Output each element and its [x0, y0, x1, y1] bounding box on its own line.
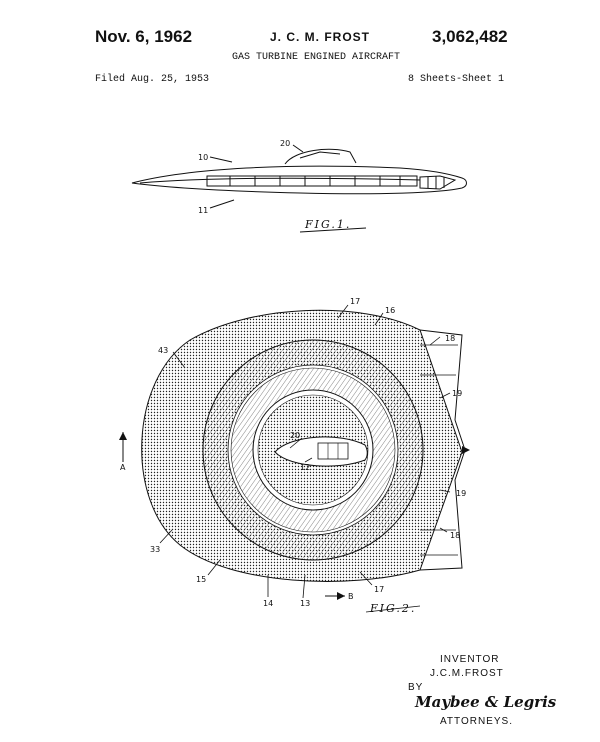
fig1-side-view: [132, 145, 467, 232]
sheet-count: 8 Sheets-Sheet 1: [408, 74, 505, 85]
fig2-label-19-top: 19: [452, 389, 463, 398]
fig2-label-12: 12: [300, 463, 311, 472]
by-label: BY: [408, 682, 424, 693]
fig1-label-20: 20: [280, 139, 291, 148]
fig1-label-11: 11: [198, 206, 209, 215]
attorneys-label: ATTORNEYS.: [440, 716, 513, 727]
fig2-label-18-bottom: 18: [450, 531, 461, 540]
fig2-label-20: 20: [290, 431, 301, 440]
fig2-label-13: 13: [300, 599, 311, 608]
attorney-signature: Maybee & Legris: [415, 693, 557, 711]
filed-date: Filed Aug. 25, 1953: [95, 74, 210, 85]
fig2-label-17-bottom: 17: [374, 585, 385, 594]
fig2-label-33: 33: [150, 545, 161, 554]
fig2-label-19-bottom: 19: [456, 489, 467, 498]
inventor-name: J.C.M.FROST: [430, 668, 504, 679]
fig2-label-14: 14: [263, 599, 274, 608]
fig2-plan-view: [119, 305, 470, 612]
patent-title: GAS TURBINE ENGINED AIRCRAFT: [232, 52, 401, 63]
patent-number: 3,062,482: [432, 27, 508, 46]
fig1-caption: FIG.1.: [305, 218, 352, 231]
inventor-header: J. C. M. FROST: [270, 30, 371, 44]
fig1-label-10: 10: [198, 153, 209, 162]
fig2-label-17-top: 17: [350, 297, 361, 306]
inventor-label: INVENTOR: [440, 654, 500, 665]
fig2-caption: FIG.2.: [370, 602, 417, 615]
fig2-label-18-top: 18: [445, 334, 456, 343]
fig2-label-B: B: [348, 592, 354, 601]
fig2-label-43: 43: [158, 346, 169, 355]
fig2-label-15: 15: [196, 575, 207, 584]
patent-date: Nov. 6, 1962: [95, 27, 193, 46]
fig2-label-A: A: [120, 463, 126, 472]
fig2-label-16: 16: [385, 306, 396, 315]
